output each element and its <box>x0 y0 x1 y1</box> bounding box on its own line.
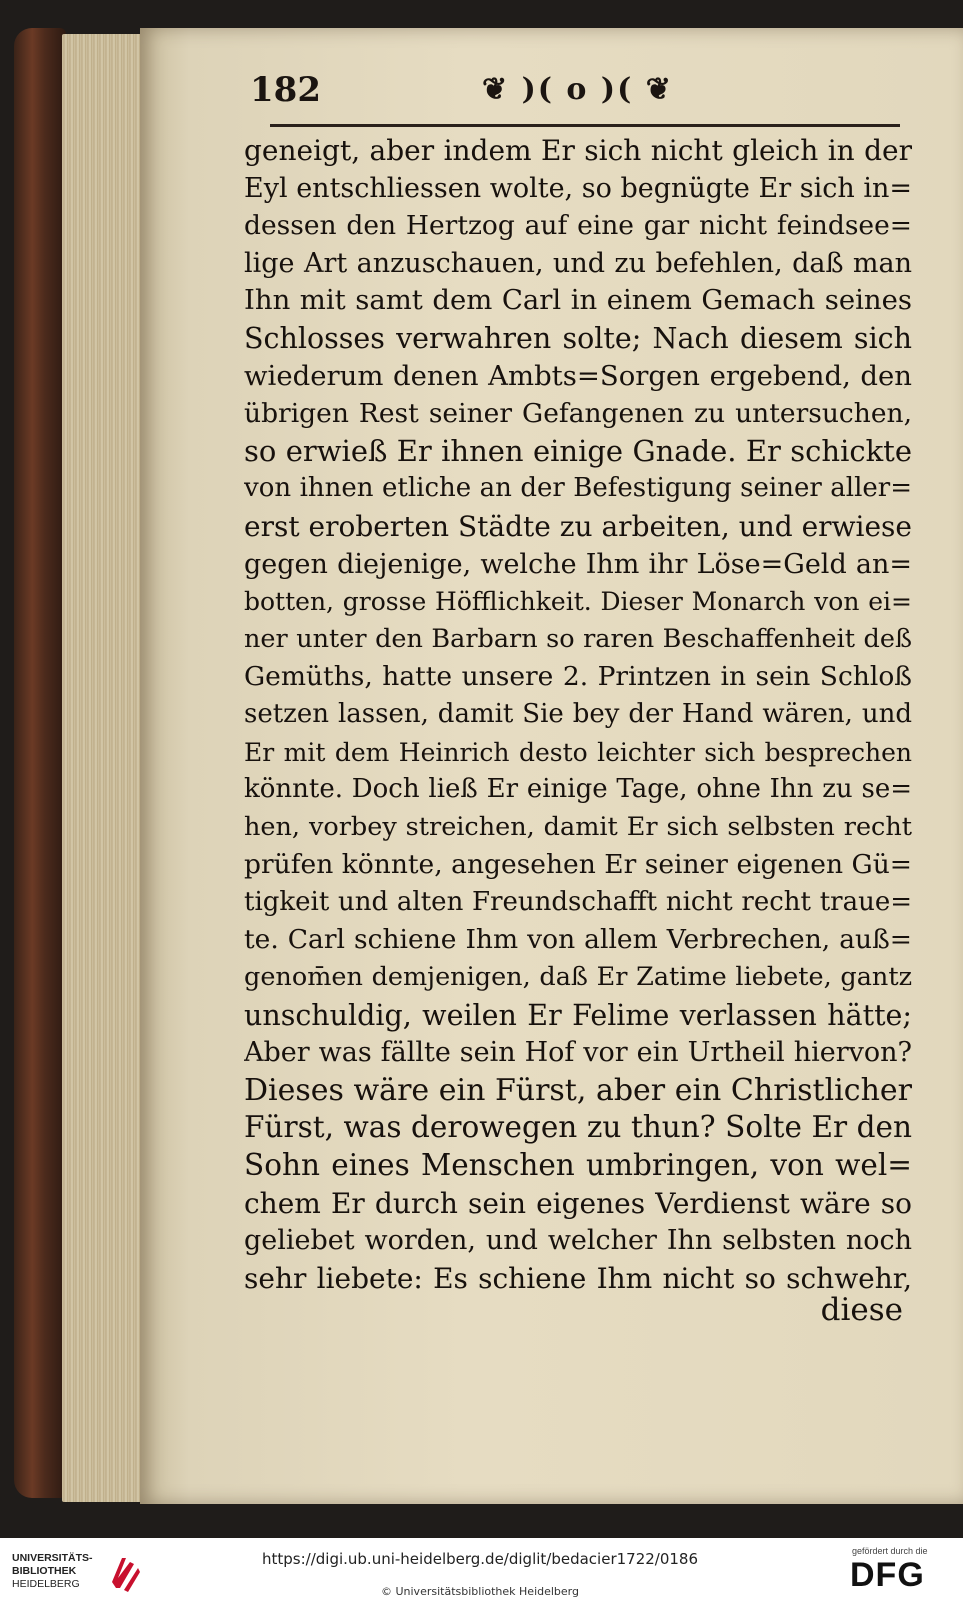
funder-name: DFG <box>850 1556 925 1594</box>
text-line: dessen den Hertzog auf eine gar nicht feindsee= <box>244 210 912 242</box>
text-line: unschuldig, weilen Er Felime verlassen hätte; <box>244 998 912 1032</box>
text-line: setzen lassen, damit Sie bey der Hand wären, und <box>244 698 912 729</box>
text-line: prüfen könnte, angesehen Er seiner eigenen Gü= <box>244 849 912 881</box>
text-line: Er mit dem Heinrich desto leichter sich besprechen <box>244 737 912 767</box>
page-edges <box>62 34 150 1502</box>
viewer-footer <box>0 1538 963 1609</box>
text-line: ner unter den Barbarn so raren Beschaffenheit deß <box>244 623 912 654</box>
text-line: Fürst, was derowegen zu thun? Solte Er den <box>244 1110 912 1145</box>
text-line: geneigt, aber indem Er sich nicht gleich in der <box>244 134 912 167</box>
text-line: gegen diejenige, welche Ihm ihr Löse=Geld an= <box>244 548 912 580</box>
library-name-line1: UNIVERSITÄTS- <box>12 1552 93 1564</box>
text-line: erst eroberten Städte zu arbeiten, und erwiese <box>244 509 912 543</box>
copyright-notice: © Universitätsbibliothek Heidelberg <box>380 1585 579 1598</box>
text-line: so erwieß Er ihnen einige Gnade. Er schickte <box>244 433 912 468</box>
funder-logo[interactable] <box>850 1546 950 1604</box>
header-ornament: ❦ )( o )( ❦ <box>482 72 673 107</box>
text-line: Eyl entschliessen wolte, so begnügte Er sich in= <box>244 172 912 204</box>
text-line: könnte. Doch ließ Er einige Tage, ohne Ihn zu se= <box>244 774 912 805</box>
funder-note: gefördert durch die <box>852 1546 928 1556</box>
library-name <box>12 1552 93 1591</box>
text-line: Sohn eines Menschen umbringen, von wel= <box>244 1148 912 1183</box>
text-line: wiederum denen Ambts=Sorgen ergebend, den <box>244 359 912 392</box>
library-name-line3: HEIDELBERG <box>12 1578 80 1590</box>
book-spine <box>14 28 66 1498</box>
catchword: diese <box>820 1292 903 1328</box>
text-line: chem Er durch sein eigenes Verdienst wäre so <box>244 1186 912 1220</box>
text-line: te. Carl schiene Ihm von allem Verbrechen, auß= <box>244 924 912 956</box>
text-line: geliebet worden, und welcher Ihn selbsten noch <box>244 1225 912 1257</box>
text-line: übrigen Rest seiner Gefangenen zu untersuchen, <box>244 398 912 430</box>
text-line: Ihn mit samt dem Carl in einem Gemach seines <box>244 284 912 317</box>
library-mark-icon <box>108 1552 142 1594</box>
library-name-line2: BIBLIOTHEK <box>12 1565 77 1577</box>
header-rule <box>270 124 900 127</box>
text-line: lige Art anzuschauen, und zu befehlen, daß man <box>244 247 912 279</box>
page-number: 182 <box>250 70 321 110</box>
text-line: hen, vorbey streichen, damit Er sich selbsten recht <box>244 811 912 842</box>
text-line: Aber was fällte sein Hof vor ein Urtheil hiervon? <box>244 1037 912 1069</box>
body-text <box>244 132 912 1297</box>
text-line: Dieses wäre ein Fürst, aber ein Christlicher <box>244 1072 912 1108</box>
text-line: genom̄en demjenigen, daß Er Zatime liebete, gantz <box>244 962 912 993</box>
text-line: Gemüths, hatte unsere 2. Printzen in sein Schloß <box>244 661 912 693</box>
page-header <box>250 70 900 120</box>
text-line: tigkeit und alten Freundschafft nicht recht traue= <box>244 886 912 917</box>
library-logo[interactable] <box>12 1552 140 1596</box>
text-line: sehr liebete: Es schiene Ihm nicht so schwehr, <box>244 1261 912 1295</box>
permalink-url[interactable]: https://digi.ub.uni-heidelberg.de/diglit/bedacier1722/0186 <box>261 1550 699 1568</box>
text-line: botten, grosse Höfflichkeit. Dieser Monarch von ei= <box>244 587 912 617</box>
text-line: Schlosses verwahren solte; Nach diesem sich <box>244 321 912 355</box>
text-line: von ihnen etliche an der Befestigung seiner aller= <box>244 473 912 504</box>
